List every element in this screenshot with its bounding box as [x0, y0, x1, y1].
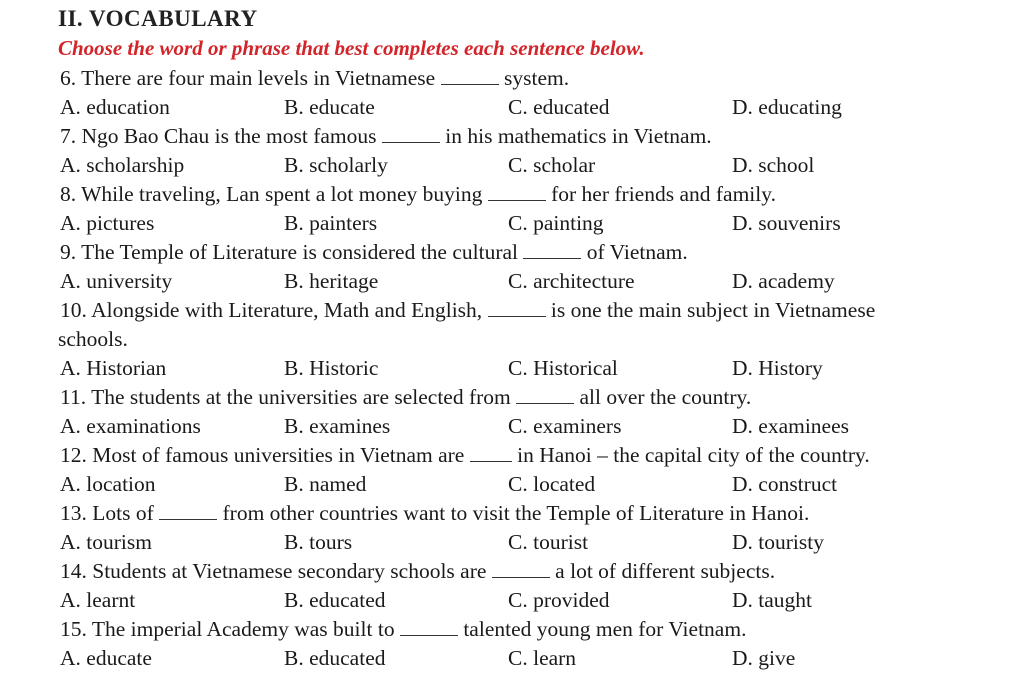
option-c: C. examiners: [508, 414, 622, 438]
answer-blank: [516, 385, 574, 404]
option-d: D. school: [732, 153, 815, 177]
options-8: [0, 209, 1024, 238]
option-a: A. learnt: [60, 588, 136, 612]
option-c: C. Historical: [508, 356, 618, 380]
option-b: B. educate: [284, 95, 375, 119]
options-13: [0, 528, 1024, 557]
answer-blank: [470, 443, 512, 462]
instruction-text: Choose the word or phrase that best completes each sentence below.: [58, 36, 645, 60]
question-text: 9. The Temple of Literature is considered the cultural: [60, 240, 524, 264]
question-13: [60, 499, 809, 528]
options-9: [0, 267, 1024, 296]
question-text: all over the country.: [574, 385, 752, 409]
option-c: C. architecture: [508, 269, 635, 293]
option-d: D. taught: [732, 588, 813, 612]
question-text: 12. Most of famous universities in Vietnam are: [60, 443, 470, 467]
option-c: C. tourist: [508, 530, 589, 554]
option-a: A. education: [60, 95, 170, 119]
question-text: 10. Alongside with Literature, Math and English,: [60, 298, 488, 322]
question-11: [60, 383, 751, 412]
option-c: C. scholar: [508, 153, 596, 177]
answer-blank: [492, 559, 550, 578]
options-6: [0, 93, 1024, 122]
answer-blank: [400, 617, 458, 636]
option-b: B. painters: [284, 211, 378, 235]
question-text: system.: [498, 66, 570, 90]
question-text: is one the main subject in Vietnamese: [545, 298, 876, 322]
question-text: 7. Ngo Bao Chau is the most famous: [60, 124, 382, 148]
question-text: 8. While traveling, Lan spent a lot money buying: [60, 182, 488, 206]
option-c: C. painting: [508, 211, 604, 235]
question-text: 15. The imperial Academy was built to: [60, 617, 400, 641]
option-d: D. construct: [732, 472, 838, 496]
question-text: in Hanoi – the capital city of the country.: [511, 443, 870, 467]
question-9: [60, 238, 688, 267]
question-14: [60, 557, 775, 586]
question-10-continued: schools.: [58, 327, 128, 351]
option-a: A. educate: [60, 646, 152, 670]
option-b: B. Historic: [284, 356, 379, 380]
options-10: [0, 354, 1024, 383]
option-d: D. souvenirs: [732, 211, 841, 235]
answer-blank: [523, 240, 581, 259]
option-c: C. educated: [508, 95, 610, 119]
option-b: B. examines: [284, 414, 391, 438]
option-b: B. educated: [284, 588, 386, 612]
option-b: B. educated: [284, 646, 386, 670]
option-c: C. learn: [508, 646, 577, 670]
question-15: [60, 615, 746, 644]
option-d: D. touristy: [732, 530, 824, 554]
section-title: II. VOCABULARY: [58, 6, 258, 31]
option-d: D. educating: [732, 95, 842, 119]
question-text: talented young men for Vietnam.: [457, 617, 747, 641]
option-a: A. tourism: [60, 530, 152, 554]
option-a: A. location: [60, 472, 156, 496]
option-a: A. pictures: [60, 211, 155, 235]
options-7: [0, 151, 1024, 180]
option-d: D. give: [732, 646, 796, 670]
answer-blank: [159, 501, 217, 520]
question-10: [60, 296, 875, 325]
answer-blank: [382, 124, 440, 143]
question-text: 13. Lots of: [60, 501, 160, 525]
question-12: [60, 441, 870, 470]
answer-blank: [441, 66, 499, 85]
option-a: A. examinations: [60, 414, 201, 438]
options-12: [0, 470, 1024, 499]
option-a: A. university: [60, 269, 173, 293]
answer-blank: [488, 182, 546, 201]
option-d: D. academy: [732, 269, 835, 293]
option-a: A. scholarship: [60, 153, 185, 177]
question-text: from other countries want to visit the Temple of Literature in Hanoi.: [217, 501, 810, 525]
options-15: [0, 644, 1024, 673]
option-d: D. History: [732, 356, 823, 380]
option-b: B. named: [284, 472, 367, 496]
question-text: 14. Students at Vietnamese secondary schools are: [60, 559, 492, 583]
question-8: [60, 180, 776, 209]
option-d: D. examinees: [732, 414, 850, 438]
options-11: [0, 412, 1024, 441]
question-text: for her friends and family.: [545, 182, 776, 206]
answer-blank: [488, 298, 546, 317]
question-text: 11. The students at the universities are selected from: [60, 385, 517, 409]
option-b: B. heritage: [284, 269, 379, 293]
question-6: [60, 64, 569, 93]
option-b: B. tours: [284, 530, 353, 554]
options-14: [0, 586, 1024, 615]
option-c: C. located: [508, 472, 596, 496]
option-c: C. provided: [508, 588, 610, 612]
question-text: of Vietnam.: [581, 240, 688, 264]
question-text: 6. There are four main levels in Vietnamese: [60, 66, 441, 90]
option-b: B. scholarly: [284, 153, 388, 177]
option-a: A. Historian: [60, 356, 167, 380]
question-7: [60, 122, 712, 151]
question-text: in his mathematics in Vietnam.: [439, 124, 712, 148]
question-text: a lot of different subjects.: [549, 559, 776, 583]
